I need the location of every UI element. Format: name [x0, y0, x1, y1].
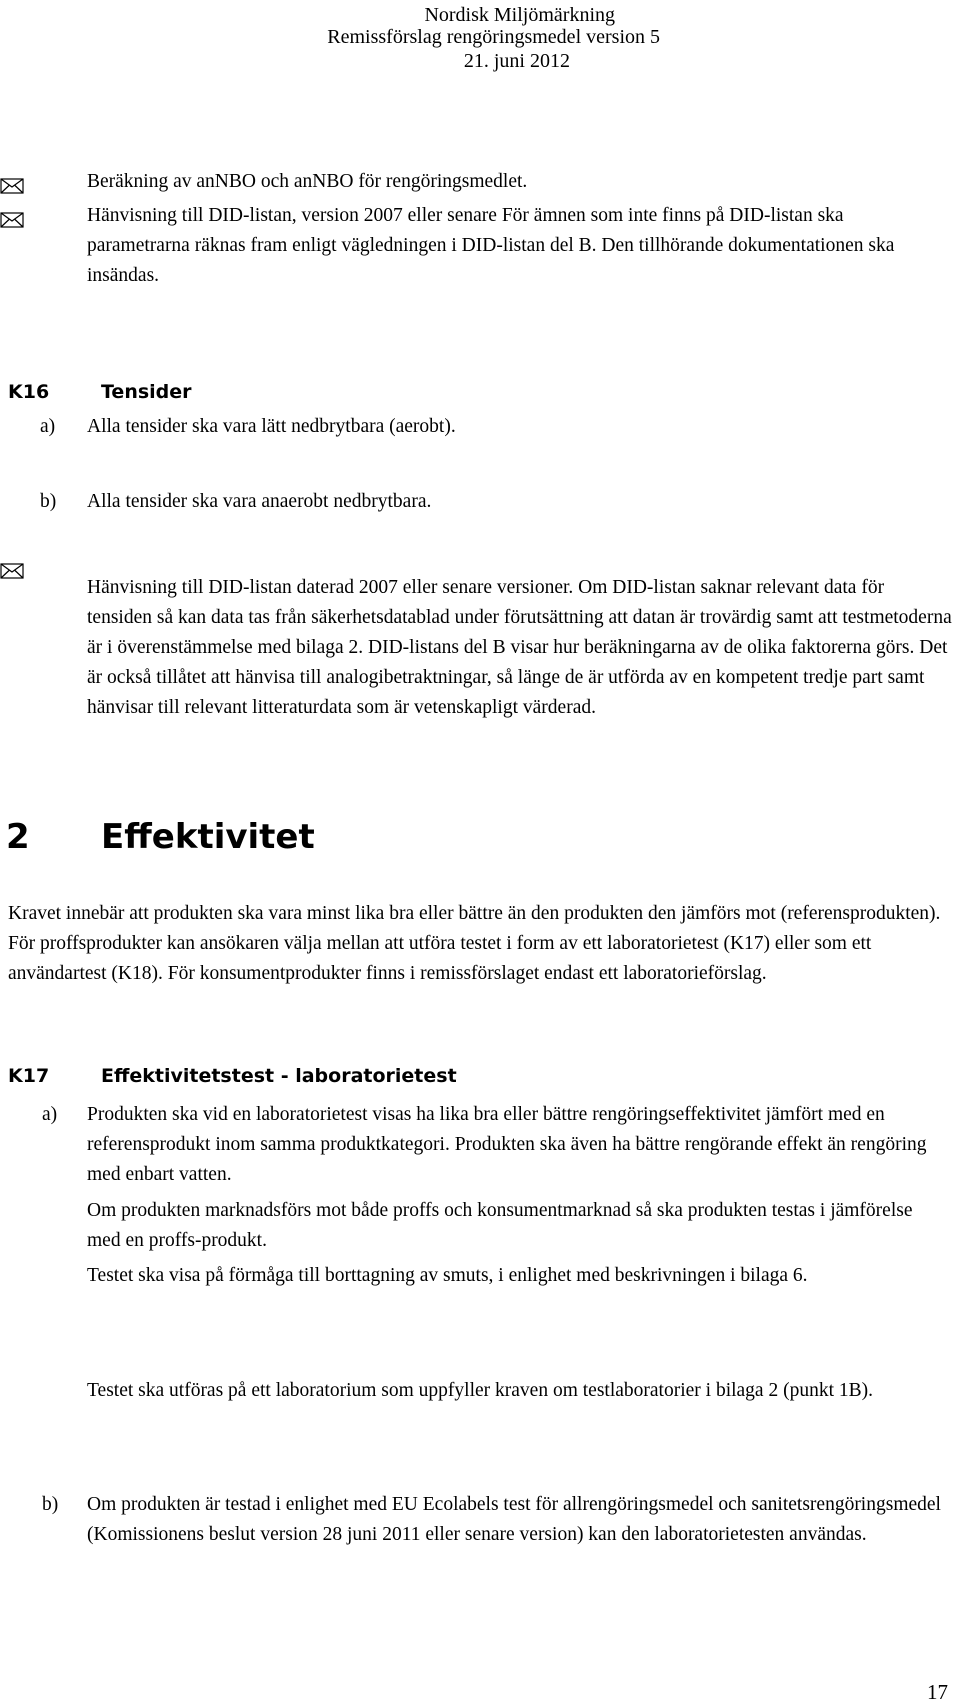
page-header [0, 0, 960, 80]
k16-note: Hänvisning till DID-listan daterad 2007 eller senare versioner. Om DID-listan saknar relevant data för tensiden så kan data tas från säkerhetsdatablad under förutsättning att datan är trovärdig samt att testmetoderna är i överenstämmelse med bilaga 2. DID-listans del B visar hur beräkningarna av de olika faktorerna görs. Det är också tillåtet att hänvisa till analogibetraktningar, så länge de är utförda av en kompetent tredje part samt hänvisar till relevant litteraturdata som är vetenskapligt värderad. [87, 577, 952, 718]
k17-title: Effektivitetstest - laboratorietest [101, 1065, 457, 1087]
k17-number: K17 [8, 1065, 50, 1087]
k16-b-text: Alla tensider ska vara anaerobt nedbrytbara. [87, 491, 432, 512]
k17-b-text: Om produkten är testad i enlighet med EU Ecolabels test för allrengöringsmedel och sanitetsrengöringsmedel (Komissionens beslut version 28 juni 2011 eller senare version) kan den laboratorietesten användas. [87, 1494, 941, 1545]
k17-a-label: a) [42, 1104, 58, 1125]
k16-a-label: a) [40, 416, 56, 437]
k17-a-paragraph-3: Testet ska visa på förmåga till borttagning av smuts, i enlighet med beskrivningen i bilaga 6. [87, 1265, 808, 1286]
k17-a-paragraph-2: Om produkten marknadsförs mot både proffs och konsumentmarknad så ska produkten testas i jämförelse med en proffs-produkt. [87, 1200, 913, 1251]
envelope-icon [0, 178, 24, 194]
header-date: 21. juni 2012 [463, 50, 570, 72]
intro-item-2: Hänvisning till DID-listan, version 2007 eller senare För ämnen som inte finns på DID-listan ska parametrarna räknas fram enligt vägledningen i DID-listan del B. Den tillhörande dokumentationen ska insändas. [87, 205, 895, 286]
intro-item-1: Beräkning av anNBO och anNBO för rengöringsmedlet. [87, 171, 528, 192]
k16-number: K16 [8, 381, 50, 403]
k16-a-text: Alla tensider ska vara lätt nedbrytbara (aerobt). [87, 416, 456, 437]
section-body: Kravet innebär att produkten ska vara minst lika bra eller bättre än den produkten den jämförs mot (referensprodukten). För proffsprodukter kan ansökaren välja mellan att utföra testet i form av ett laboratorietest (K17) eller som ett användartest (K18). För konsumentprodukter finns i remissförslaget endast ett laboratorieförslag. [8, 903, 941, 984]
k17-a-paragraph-4: Testet ska utföras på ett laboratorium som uppfyller kraven om testlaboratorier i bilaga 2 (punkt 1B). [87, 1380, 873, 1401]
k17-b-label: b) [42, 1494, 59, 1515]
k16-b-label: b) [40, 491, 57, 512]
envelope-icon [0, 212, 24, 228]
header-doc-title: Remissförslag rengöringsmedel version 5 [327, 26, 660, 48]
envelope-icon [0, 563, 24, 579]
header-org: Nordisk Miljömärkning [424, 4, 615, 26]
section-title: Effektivitet [101, 817, 315, 857]
section-number: 2 [6, 817, 30, 857]
k17-a-paragraph-1: Produkten ska vid en laboratorietest visas ha lika bra eller bättre rengöringseffektivitet jämfört med en referensprodukt inom samma produktkategori. Produkten ska även ha bättre rengörande effekt än rengöring med enbart vatten. [87, 1104, 927, 1185]
k16-title: Tensider [101, 381, 192, 403]
page-number: 17 [927, 1680, 948, 1704]
